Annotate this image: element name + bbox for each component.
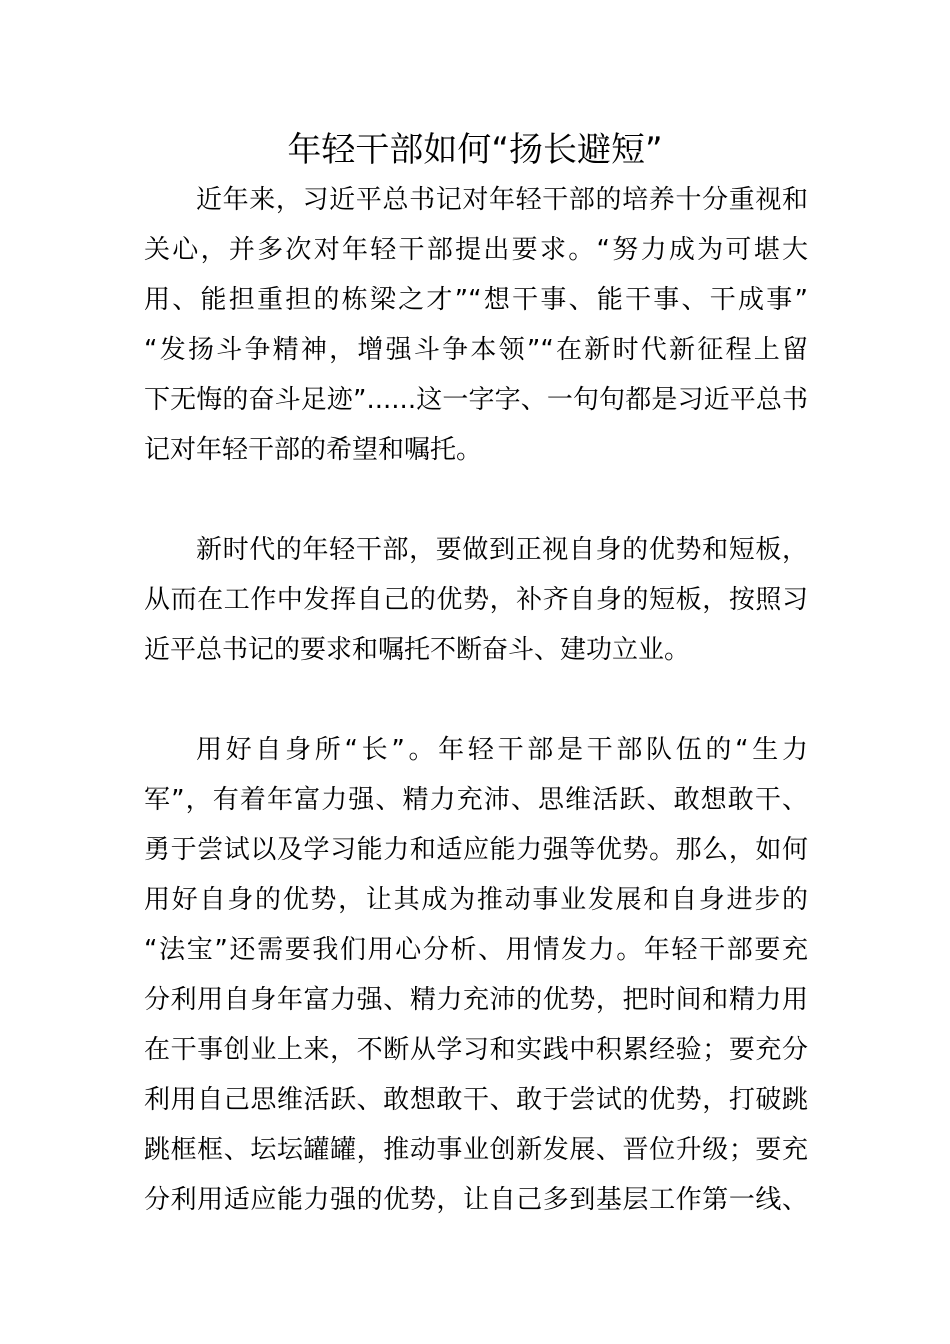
paragraph-3-line-4: 用好自身的优势，让其成为推动事业发展和自身进步的	[144, 885, 808, 915]
paragraph-3-line-8: 利用自己思维活跃、敢想敢干、敢于尝试的优势，打破跳	[144, 1085, 808, 1115]
paragraph-1-line-5: 下无悔的奋斗足迹”......这一字字、一句句都是习近平总书	[144, 385, 808, 415]
paragraph-1-line-4: “发扬斗争精神，增强斗争本领”“在新时代新征程上留	[144, 335, 808, 365]
paragraph-3-line-1: 用好自身所“长”。年轻干部是干部队伍的“生力	[196, 735, 808, 765]
document-title: 年轻干部如何“扬长避短”	[287, 130, 663, 170]
paragraph-3-line-6: 分利用自身年富力强、精力充沛的优势，把时间和精力用	[144, 985, 808, 1015]
paragraph-2-line-2: 从而在工作中发挥自己的优势，补齐自身的短板，按照习	[144, 585, 808, 615]
paragraph-3-line-7: 在干事创业上来，不断从学习和实践中积累经验；要充分	[144, 1035, 808, 1065]
paragraph-2-line-1: 新时代的年轻干部，要做到正视自身的优势和短板，	[196, 535, 808, 565]
paragraph-3-line-2: 军”，有着年富力强、精力充沛、思维活跃、敢想敢干、	[144, 785, 808, 815]
paragraph-3-line-3: 勇于尝试以及学习能力和适应能力强等优势。那么，如何	[144, 835, 808, 865]
paragraph-1-line-1: 近年来，习近平总书记对年轻干部的培养十分重视和	[196, 185, 808, 215]
paragraph-3-line-5: “法宝”还需要我们用心分析、用情发力。年轻干部要充	[144, 935, 808, 965]
paragraph-2-line-3: 近平总书记的要求和嘱托不断奋斗、建功立业。	[144, 635, 691, 665]
paragraph-3-line-10: 分利用适应能力强的优势，让自己多到基层工作第一线、	[144, 1185, 808, 1215]
paragraph-3-line-9: 跳框框、坛坛罐罐，推动事业创新发展、晋位升级；要充	[144, 1135, 808, 1165]
paragraph-1-line-3: 用、能担重担的栋梁之才”“想干事、能干事、干成事”	[144, 285, 808, 315]
paragraph-1-line-2: 关心，并多次对年轻干部提出要求。“努力成为可堪大	[144, 235, 808, 265]
paragraph-1-line-6: 记对年轻干部的希望和嘱托。	[144, 435, 483, 465]
